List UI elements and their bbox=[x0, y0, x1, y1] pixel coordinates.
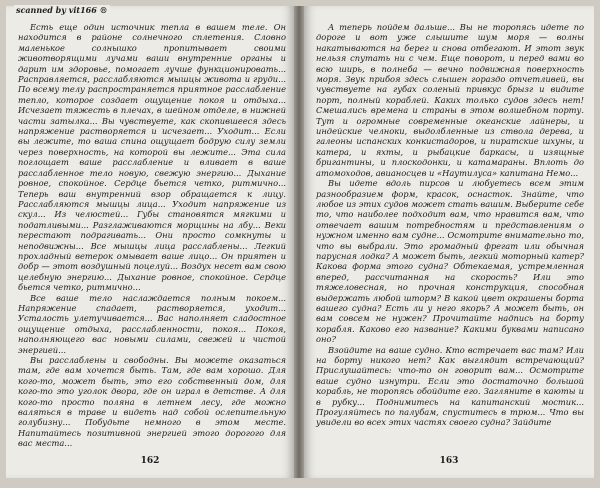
paragraph: Все ваше тело наслаждается полным покоем... Напряжение спадает, растворяется, уходит... Усталость улетучивается... Вас наполняет сладостное ощущение отдыха, расслабленности, покоя... Покоя, наполняющего вас новыми силами, свежей и чистой энергией... bbox=[18, 292, 286, 355]
paragraph: Вы идете вдоль пирсов и любуетесь всем этим разнообразием форм, красок, оснасток. Знайте, что любое из этих судов может стать вашим. Выберите себе то, что наиболее подходит вам, что нравится вам, что отвечает вашим потребностям и представлениям о нужном именно вам судне... Осмотрите внимательно то, что вы выбрали. Это громадный фрегат или обычная парусная лодка? А может быть, легкий моторный катер? Какова форма этого судна? Обтекаемая, устремленная вперед, рассчитанная на скорость? Или это тяжеловесная, но прочная конструкция, способная выдержать любой шторм? В какой цвет окрашены борта вашего судна? Есть ли у него якорь? А может быть, он вам совсем не нужен? Прочитайте надпись на борту корабля. Каково его название? Какими буквами написано оно? bbox=[316, 178, 584, 345]
page-number: 162 bbox=[140, 456, 160, 466]
right-page bbox=[304, 6, 594, 478]
page-number: 163 bbox=[439, 456, 459, 466]
paragraph: А теперь пойдем дальше... Вы не торопясь идете по дороге и вот уже слышите шум моря — волны накатываются на берег и снова отбегают. И этот звук нельзя спутать ни с чем. Еще поворот, и перед вами во всю ширь, в полнеба — вечно подвижная поверхность моря. Звук прибоя здесь слышен гораздо отчетливей, вы чувствуете на губах соленый привкус брызг и видите порт, полный кораблей. Каких только судов здесь нет! Смешались времена и страны в этом волшебном порту. Тут и огромные современные океанские лайнеры, и индейские челноки, выдолбленные из ствола дерева, и галеоны испанских конкистадоров, и пиратские шхуны, и катера, и яхты, и рыбацкие баркасы, и изящные бригантины, и плоскодонки, и катамараны. Вплоть до атомоходов, авианосцев и «Наутилуса» капитана Немо... bbox=[316, 22, 584, 178]
left-page-text bbox=[18, 22, 286, 449]
left-page bbox=[6, 6, 294, 478]
right-page-text bbox=[316, 22, 584, 428]
paragraph: Взойдите на ваше судно. Кто встречает вас там? Или на борту никого нет? Как выглядит встречающий? Прислушайтесь: что-то он говорит вам... Осмотрите ваше судно изнутри. Если это достаточно большой корабль, не торопясь обойдите его. Загляните в каюты и в рубку... Поднимитесь на капитанский мостик... Прогуляйтесь по палубам, спуститесь в трюм... Что вы увидели во всех этих частях своего судна? Зайдите bbox=[316, 344, 584, 428]
paragraph: Есть еще один источник тепла в вашем теле. Он находится в районе солнечного сплетения. Словно маленькое солнышко пропитывает своими животворящими лучами ваши внутренние органы и дарит им здоровье, помогает лучше функционировать... Расправляется, расслабляются мышцы живота и груди... По всему телу распространяется приятное расслабление тепло, которое создает ощущение покоя и отдыха... Исчезает тяжесть в плечах, в шейном отделе, в нижней части затылка... Вы чувствуете, как скопившееся здесь напряжение растворяется и исчезает... Уходит... Если вы лежите, то ваша спина ощущает бодрую силу земли через поверхность, на которой вы лежите... Эта сила поглощает ваше расслабление и вливает в ваше расслабленное тело новую, свежую энергию... Дыхание ровное, спокойное. Сердце бьется четко, ритмично... Теперь ваш внутренний взор обращается к лицу. Расслабляются мышцы лица... Уходит напряжение из скул... Из челюстей... Губы становятся мягкими и податливыми... Разглаживаются морщины на лбу... Веки перестают подрагивать... Они просто сомкнуты и неподвижны... Все мышцы лица расслаблены... Легкий прохладный ветерок омывает ваше лицо... Он приятен и добр — этот воздушный поцелуй... Воздух несет вам свою целебную энергию... Дыхание ровное, спокойное. Сердце бьется четко, ритмично... bbox=[18, 22, 286, 293]
book-gutter bbox=[294, 6, 304, 478]
scan-credit: scanned by vit166 ® bbox=[16, 5, 108, 15]
paragraph: Вы расслаблены и свободны. Вы можете оказаться там, где вам хочется быть. Там, где вам хорошо. Для кого-то, может быть, это его собственный дом, для кого-то это уголок двора, где он играл в детстве. А для кого-то просто поляна в летнем лесу, где можно валяться в траве и видеть над собой ослепительную голубизну... Побудьте немного в этом месте. Напитайтесь позитивной энергией этого дорогого для вас места... bbox=[18, 355, 286, 449]
